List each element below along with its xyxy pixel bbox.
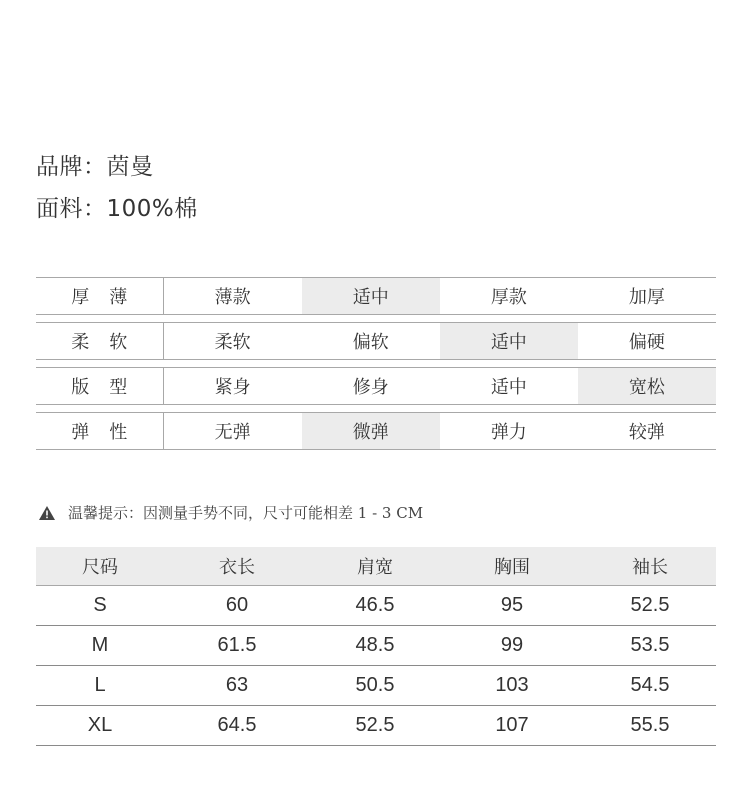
size-cell: 55.5 <box>584 706 716 746</box>
size-cell: 48.5 <box>310 626 440 666</box>
attribute-row-softness <box>36 322 716 360</box>
attribute-label: 弹性 <box>36 413 164 449</box>
table-row <box>36 626 716 666</box>
attribute-option: 无弹 <box>214 422 251 443</box>
warning-triangle-icon <box>38 504 56 522</box>
brand-line: 品牌：茵曼 <box>36 154 154 180</box>
size-cell: 99 <box>440 626 584 666</box>
size-cell: L <box>36 666 164 706</box>
attribute-label: 柔软 <box>36 323 164 359</box>
attribute-option: 厚款 <box>490 287 527 308</box>
size-cell: 95 <box>440 586 584 626</box>
attribute-option: 加厚 <box>628 287 665 308</box>
size-cell: 54.5 <box>584 666 716 706</box>
size-cell: 60 <box>164 586 310 626</box>
attribute-row-elasticity <box>36 412 716 450</box>
attribute-option: 薄款 <box>214 287 251 308</box>
attribute-label: 厚薄 <box>36 278 164 314</box>
attribute-option: 适中 <box>440 323 578 359</box>
size-cell: 103 <box>440 666 584 706</box>
measurement-tip <box>38 502 423 523</box>
attribute-option: 宽松 <box>578 368 716 404</box>
attribute-option: 柔软 <box>214 332 251 353</box>
table-row <box>36 706 716 746</box>
attribute-table <box>36 277 716 450</box>
attribute-option: 紧身 <box>214 377 251 398</box>
size-column-header: 尺码 <box>36 547 164 586</box>
size-cell: 52.5 <box>310 706 440 746</box>
size-cell: XL <box>36 706 164 746</box>
attribute-label: 版型 <box>36 368 164 404</box>
size-cell: 46.5 <box>310 586 440 626</box>
attribute-option: 适中 <box>490 377 527 398</box>
attribute-option: 偏硬 <box>628 332 665 353</box>
size-cell: 52.5 <box>584 586 716 626</box>
size-cell: 63 <box>164 666 310 706</box>
size-column-header: 袖长 <box>584 547 716 586</box>
size-column-header: 肩宽 <box>310 547 440 586</box>
attribute-option: 修身 <box>352 377 389 398</box>
attribute-row-thickness <box>36 277 716 315</box>
attribute-option: 偏软 <box>352 332 389 353</box>
attribute-option: 较弹 <box>628 422 665 443</box>
size-cell: S <box>36 586 164 626</box>
fabric-line: 面料：100%棉 <box>36 196 198 222</box>
table-row <box>36 666 716 706</box>
attribute-row-fit <box>36 367 716 405</box>
attribute-option: 微弹 <box>302 413 440 449</box>
size-cell: 61.5 <box>164 626 310 666</box>
size-column-header: 衣长 <box>164 547 310 586</box>
table-row <box>36 586 716 626</box>
size-table-header-row <box>36 547 716 586</box>
size-cell: 107 <box>440 706 584 746</box>
tip-text: 温馨提示：因测量手势不同，尺寸可能相差 1 - 3 CM <box>68 504 424 522</box>
size-cell: 50.5 <box>310 666 440 706</box>
size-column-header: 胸围 <box>440 547 584 586</box>
attribute-option: 适中 <box>302 278 440 314</box>
size-cell: 53.5 <box>584 626 716 666</box>
attribute-option: 弹力 <box>490 422 527 443</box>
size-table <box>36 547 716 746</box>
size-cell: M <box>36 626 164 666</box>
size-cell: 64.5 <box>164 706 310 746</box>
